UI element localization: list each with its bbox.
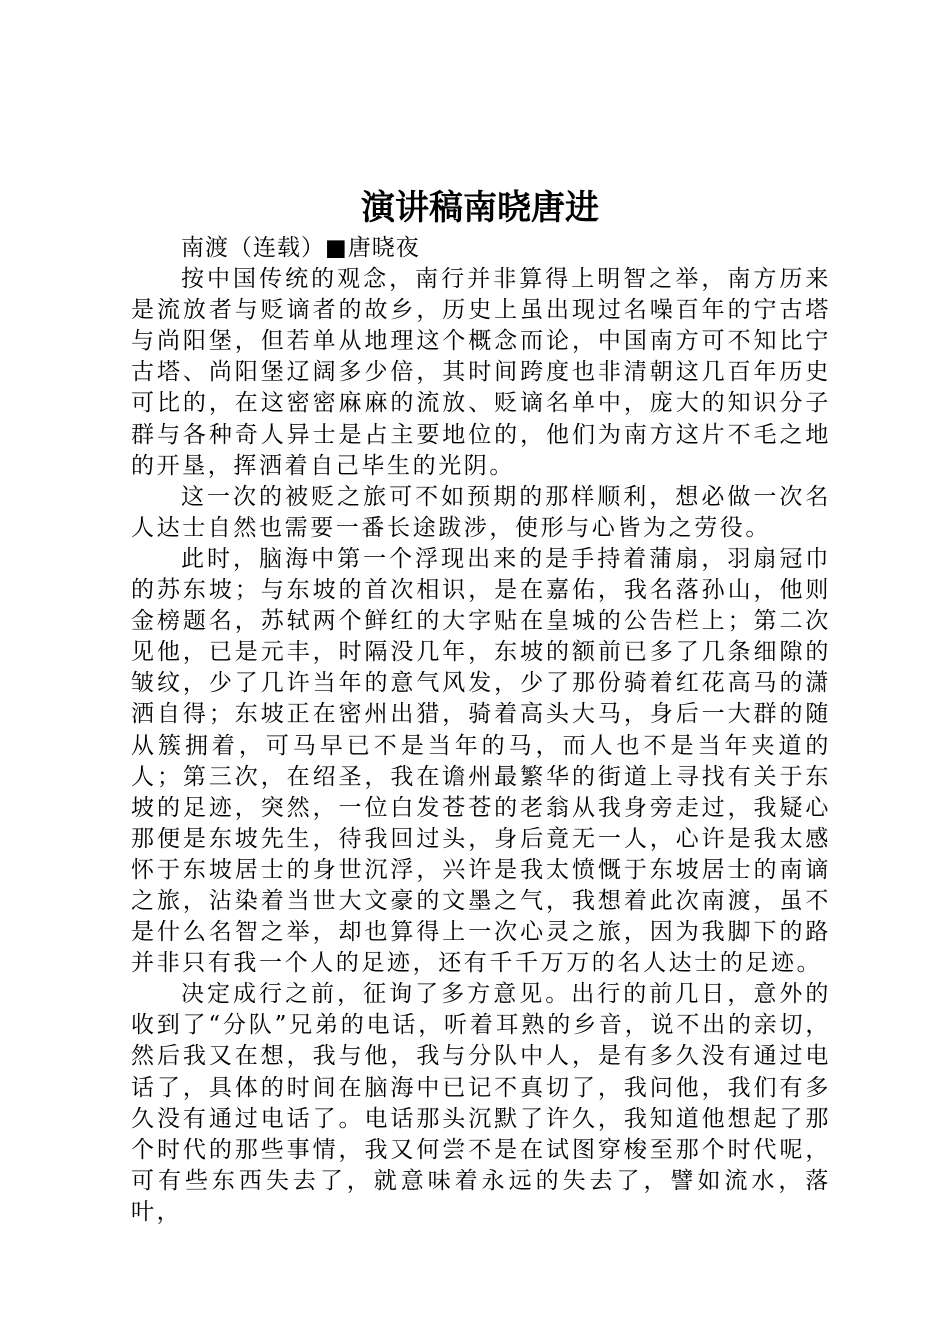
document-title: 演讲稿南晓唐进 bbox=[361, 188, 599, 228]
paragraph: 按中国传统的观念，南行并非算得上明智之举，南方历来是流放者与贬谪者的故乡，历史上虽出现过名噪百年的宁古塔与尚阳堡，但若单从地理这个概念而论，中国南方可不知比宁古塔、尚阳堡辽阔多少倍，其时间跨度也非清朝这几百年历史可比的，在这密密麻麻的流放、贬谪名单中，庞大的知识分子群与各种奇人异士是占主要地位的，他们为南方这片不毛之地的开垦，挥洒着自己毕生的光阴。 bbox=[131, 266, 831, 479]
paragraph: 此时，脑海中第一个浮现出来的是手持着蒲扇，羽扇冠巾的苏东坡；与东坡的首次相识，是在嘉佑，我名落孙山，他则金榜题名，苏轼两个鲜红的大字贴在皇城的公告栏上；第二次见他，已是元丰，时隔没几年，东坡的额前已多了几条细隙的皱纹，少了几许当年的意气风发，少了那份骑着红花高马的潇洒自得；东坡正在密州出猎，骑着高头大马，身后一大群的随从簇拥着，可马早已不是当年的马，而人也不是当年夹道的人；第三次，在绍圣，我在谵州最繁华的街道上寻找有关于东坡的足迹，突然，一位白发苍苍的老翁从我身旁走过，我疑心那便是东坡先生，待我回过头，身后竟无一人，心许是我太感怀于东坡居士的身世沉浮，兴许是我太愤慨于东坡居士的南谪之旅，沾染着当世大文豪的文墨之气，我想着此次南渡，虽不是什么名智之举，却也算得上一次心灵之旅，因为我脚下的路并非只有我一个人的足迹，还有千千万万的名人达士的足迹。 bbox=[131, 545, 831, 977]
document-body bbox=[131, 233, 831, 1228]
byline: 南渡（连载）■唐晓夜 bbox=[181, 235, 420, 261]
paragraph: 这一次的被贬之旅可不如预期的那样顺利，想必做一次名人达士自然也需要一番长途跋涉，使形与心皆为之劳役。 bbox=[131, 483, 831, 541]
paragraph: 决定成行之前，征询了多方意见。出行的前几日，意外的收到了“分队”兄弟的电话，听着耳熟的乡音，说不出的亲切，然后我又在想，我与他，我与分队中人，是有多久没有通过电话了，具体的时间在脑海中已记不真切了，我问他，我们有多久没有通过电话了。电话那头沉默了许久，我知道他想起了那个时代的那些事情，我又何尝不是在试图穿梭至那个时代呢，可有些东西失去了，就意味着永远的失去了，譬如流水，落叶， bbox=[131, 981, 831, 1225]
